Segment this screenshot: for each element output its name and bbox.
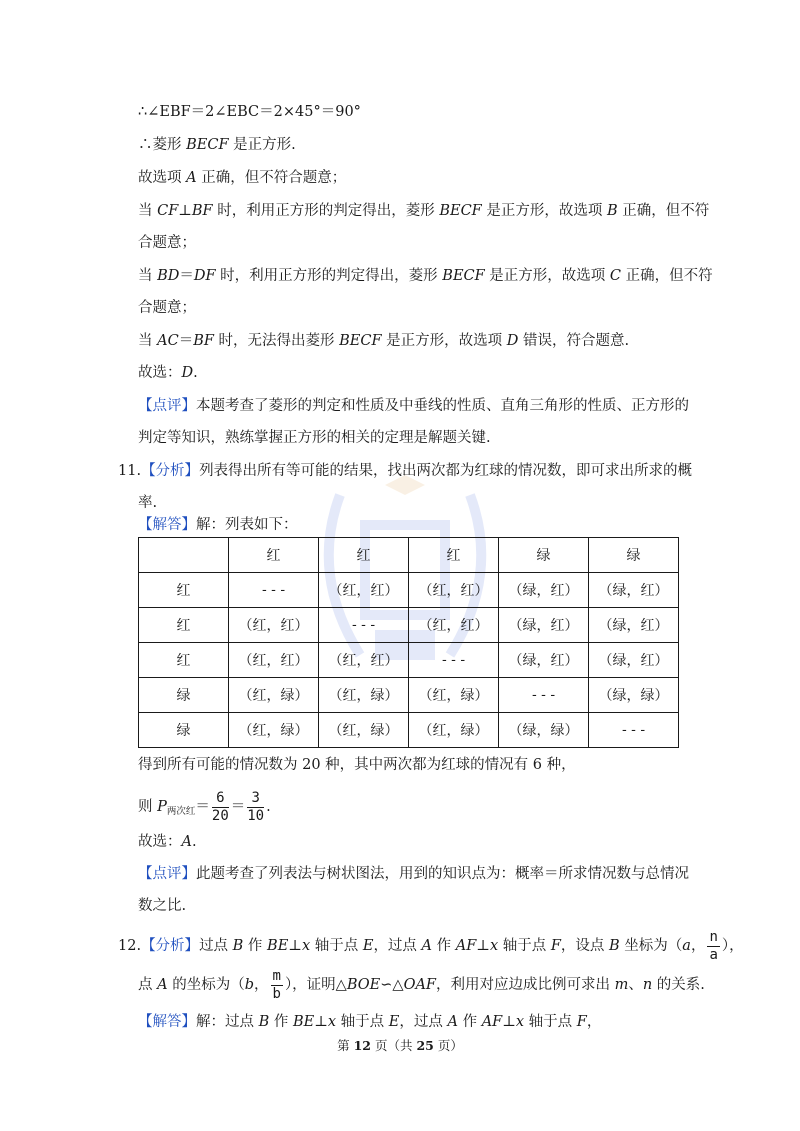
question-number: 11. bbox=[118, 463, 142, 479]
table-row bbox=[139, 678, 679, 713]
comment-tag: 【点评】 bbox=[138, 866, 196, 882]
table-cell: （绿，红） bbox=[589, 643, 679, 678]
answer-tag: 【解答】 bbox=[138, 517, 196, 533]
q12-analysis: 12.【分析】过点 B 作 BE⊥x 轴于点 E，过点 A 作 AF⊥x 轴于点 F，设点 B 坐标为（a， $\frac{n}{a}$ ）， bbox=[118, 928, 744, 963]
table-cell: （红，红） bbox=[319, 643, 409, 678]
table-cell: （红，绿） bbox=[409, 678, 499, 713]
table-header-row bbox=[139, 538, 679, 573]
table-cell: （红，红） bbox=[319, 573, 409, 608]
q11-analysis-cont: 率. bbox=[138, 495, 158, 511]
line-option-b-cont: 合题意； bbox=[138, 235, 196, 251]
analysis-tag: 【分析】 bbox=[141, 938, 200, 954]
fraction-6-20: $\frac{6}{20}$ bbox=[211, 789, 229, 824]
table-cell: 绿 bbox=[589, 538, 679, 573]
table-cell: （红，绿） bbox=[319, 678, 409, 713]
fraction-n-a: $\frac{n}{a}$ bbox=[709, 928, 718, 963]
table-cell: 红 bbox=[139, 573, 229, 608]
table-cell: （红，红） bbox=[409, 573, 499, 608]
table-cell: 绿 bbox=[499, 538, 589, 573]
line-square-conclusion: ∴菱形 BECF 是正方形. bbox=[138, 137, 296, 153]
table-cell: （红，绿） bbox=[319, 713, 409, 748]
q12-answer: 【解答】解：过点 B 作 BE⊥x 轴于点 E，过点 A 作 AF⊥x 轴于点 F， bbox=[138, 1014, 602, 1030]
line-comment-10: 【点评】本题考查了菱形的判定和性质及中垂线的性质、直角三角形的性质、正方形的 bbox=[138, 398, 689, 414]
fraction-m-b: $\frac{m}{b}$ bbox=[272, 967, 281, 1002]
table-cell: （红，红） bbox=[409, 608, 499, 643]
line-answer-d: 故选：D. bbox=[138, 365, 198, 381]
table-cell: （绿，绿） bbox=[589, 678, 679, 713]
table-cell: （红，红） bbox=[229, 643, 319, 678]
fraction-3-10: $\frac{3}{10}$ bbox=[247, 789, 265, 824]
analysis-tag: 【分析】 bbox=[141, 463, 200, 479]
table-cell: （绿，红） bbox=[589, 608, 679, 643]
table-cell: 绿 bbox=[139, 713, 229, 748]
line-angle-ebf: ∴∠EBF＝2∠EBC＝2×45°＝90° bbox=[138, 104, 361, 120]
table-row bbox=[139, 608, 679, 643]
line-option-c-cont: 合题意； bbox=[138, 300, 196, 316]
table-cell: （绿，红） bbox=[499, 608, 589, 643]
table-cell bbox=[139, 538, 229, 573]
line-count-result: 得到所有可能的情况数为 20 种，其中两次都为红球的情况有 6 种， bbox=[138, 757, 576, 773]
line-option-d: 当 AC＝BF 时，无法得出菱形 BECF 是正方形，故选项 D 错误，符合题意. bbox=[138, 333, 630, 349]
table-cell: - - - bbox=[589, 713, 679, 748]
table-cell: - - - bbox=[229, 573, 319, 608]
table-cell: （红，绿） bbox=[229, 713, 319, 748]
q11-answer: 【解答】解：列表如下： bbox=[138, 517, 298, 533]
table-cell: （绿，红） bbox=[499, 643, 589, 678]
table-row bbox=[139, 713, 679, 748]
probability-table bbox=[138, 537, 679, 748]
page-footer: 第 12 页（共 25 页） bbox=[337, 1038, 463, 1053]
table-cell: 红 bbox=[229, 538, 319, 573]
line-option-b: 当 CF⊥BF 时，利用正方形的判定得出，菱形 BECF 是正方形，故选项 B 正确，但不符 bbox=[138, 203, 710, 219]
question-number: 12. bbox=[118, 938, 142, 954]
comment-tag: 【点评】 bbox=[138, 398, 196, 414]
line-option-c: 当 BD＝DF 时，利用正方形的判定得出，菱形 BECF 是正方形，故选项 C 正确，但不符 bbox=[138, 268, 713, 284]
line-comment-11: 【点评】此题考查了列表法与树状图法，用到的知识点为：概率＝所求情况数与总情况 bbox=[138, 866, 689, 882]
line-comment-11-cont: 数之比. bbox=[138, 898, 187, 914]
table-row bbox=[139, 643, 679, 678]
table-cell: 绿 bbox=[139, 678, 229, 713]
table-cell: （红，绿） bbox=[229, 678, 319, 713]
table-cell: （绿，绿） bbox=[499, 713, 589, 748]
table-cell: （红，绿） bbox=[409, 713, 499, 748]
table-cell: 红 bbox=[319, 538, 409, 573]
table-cell: 红 bbox=[139, 643, 229, 678]
table-cell: （绿，红） bbox=[589, 573, 679, 608]
table-cell: （绿，红） bbox=[499, 573, 589, 608]
table-row bbox=[139, 573, 679, 608]
line-option-a: 故选项 A 正确，但不符合题意； bbox=[138, 170, 347, 186]
table-cell: 红 bbox=[409, 538, 499, 573]
table-cell: 红 bbox=[139, 608, 229, 643]
table-cell: - - - bbox=[499, 678, 589, 713]
q12-analysis-cont: 点 A 的坐标为（b， $\frac{m}{b}$ ），证明△BOE∽△OAF，利用对应边成比例可求出 m、n 的关系. bbox=[138, 967, 705, 1002]
q11-analysis: 11.【分析】列表得出所有等可能的结果，找出两次都为红球的情况数，即可求出所求的概 bbox=[118, 463, 693, 479]
table-cell: - - - bbox=[319, 608, 409, 643]
line-probability: 则 $P_{两次红}=$ $\frac{6}{20}$ ＝ $\frac{3}{10}$ . bbox=[138, 789, 271, 824]
answer-tag: 【解答】 bbox=[138, 1014, 196, 1030]
table-cell: - - - bbox=[409, 643, 499, 678]
line-comment-10-cont: 判定等知识，熟练掌握正方形的相关的定理是解题关键. bbox=[138, 430, 491, 446]
table-cell: （红，红） bbox=[229, 608, 319, 643]
line-answer-a: 故选：A. bbox=[138, 834, 197, 850]
